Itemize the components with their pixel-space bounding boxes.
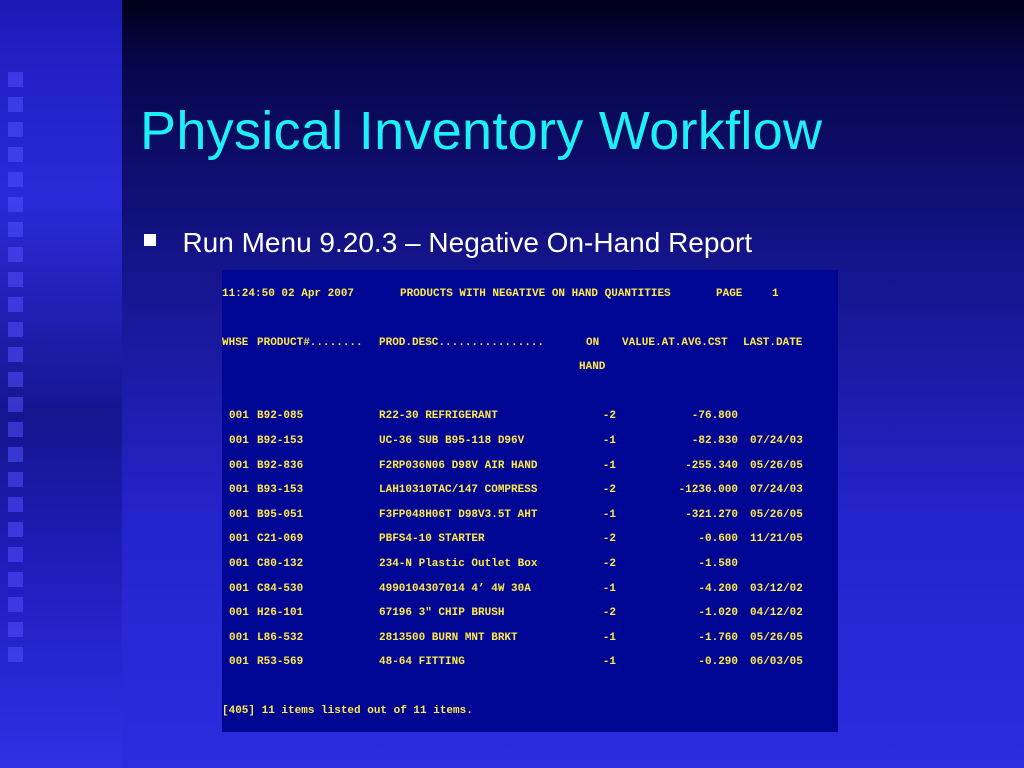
cell-value: -321.270	[685, 509, 738, 521]
cell-value: -1236.000	[678, 484, 738, 496]
cell-whse: 001	[229, 435, 249, 447]
cell-product: B95-051	[257, 509, 304, 521]
col-value: VALUE.AT.AVG.CST	[622, 337, 728, 349]
cell-value: -0.290	[698, 656, 738, 668]
cell-desc: 48-64 FITTING	[379, 656, 465, 668]
cell-product: C80-132	[257, 558, 304, 570]
cell-desc: 4990104307014 4’ 4W 30A	[379, 583, 531, 595]
cell-product: B92-085	[257, 410, 304, 422]
cell-value: -0.600	[698, 533, 738, 545]
cell-whse: 001	[229, 509, 249, 521]
cell-value: -76.800	[691, 410, 738, 422]
cell-qty: -1	[602, 632, 616, 644]
page-label: PAGE	[716, 288, 743, 300]
cell-desc: LAH10310TAC/147 COMPRESS	[379, 484, 538, 496]
cell-qty: -2	[602, 558, 616, 570]
report-timestamp: 11:24:50 02 Apr 2007	[222, 288, 355, 300]
cell-product: C84-530	[257, 583, 304, 595]
decorative-squares	[8, 72, 28, 672]
cell-product: L86-532	[257, 632, 304, 644]
cell-whse: 001	[229, 558, 249, 570]
cell-product: C21-069	[257, 533, 304, 545]
cell-value: -1.020	[698, 607, 738, 619]
col-on: ON	[586, 337, 600, 349]
cell-date: 04/12/02	[750, 607, 803, 619]
cell-whse: 001	[229, 607, 249, 619]
cell-desc: 234-N Plastic Outlet Box	[379, 558, 538, 570]
cell-product: B93-153	[257, 484, 304, 496]
cell-date: 05/26/05	[750, 460, 803, 472]
cell-date: 05/26/05	[750, 632, 803, 644]
page-number: 1	[772, 288, 779, 300]
cell-whse: 001	[229, 656, 249, 668]
col-hand: HAND	[579, 361, 606, 373]
cell-whse: 001	[229, 533, 249, 545]
cell-desc: F3FP048H06T D98V3.5T AHT	[379, 509, 538, 521]
cell-whse: 001	[229, 632, 249, 644]
cell-date: 03/12/02	[750, 583, 803, 595]
cell-desc: F2RP036N06 D98V AIR HAND	[379, 460, 538, 472]
cell-date: 07/24/03	[750, 484, 803, 496]
col-desc: PROD.DESC................	[379, 337, 545, 349]
table-row	[222, 655, 838, 732]
column-headers-line2	[222, 360, 838, 402]
cell-qty: -2	[602, 484, 616, 496]
report-title: PRODUCTS WITH NEGATIVE ON HAND QUANTITIES	[400, 288, 671, 300]
cell-whse: 001	[229, 484, 249, 496]
col-product: PRODUCT#........	[257, 337, 363, 349]
cell-qty: -1	[602, 435, 616, 447]
cell-value: -1.580	[698, 558, 738, 570]
cell-date: 06/03/05	[750, 656, 803, 668]
cell-qty: -1	[602, 656, 616, 668]
cell-desc: 2813500 BURN MNT BRKT	[379, 632, 518, 644]
col-date: LAST.DATE	[743, 337, 803, 349]
cell-desc: 67196 3" CHIP BRUSH	[379, 607, 505, 619]
bullet-item	[144, 227, 752, 259]
cell-qty: -1	[602, 583, 616, 595]
cell-value: -82.830	[691, 435, 738, 447]
cell-desc: UC-36 SUB B95-118 D96V	[379, 435, 525, 447]
left-decorative-strip	[0, 0, 122, 768]
slide-title: Physical Inventory Workflow	[140, 101, 823, 161]
cell-date: 07/24/03	[750, 435, 803, 447]
cell-desc: R22-30 REFRIGERANT	[379, 410, 498, 422]
bullet-square-icon	[144, 234, 156, 246]
cell-whse: 001	[229, 460, 249, 472]
cell-value: -1.760	[698, 632, 738, 644]
bullet-text: Run Menu 9.20.3 – Negative On-Hand Report	[182, 227, 753, 258]
cell-qty: -2	[602, 607, 616, 619]
cell-whse: 001	[229, 583, 249, 595]
report-footer: [405] 11 items listed out of 11 items.	[222, 705, 473, 717]
cell-qty: -2	[602, 533, 616, 545]
cell-value: -255.340	[685, 460, 738, 472]
cell-product: R53-569	[257, 656, 304, 668]
cell-qty: -1	[602, 460, 616, 472]
cell-qty: -2	[602, 410, 616, 422]
cell-product: B92-836	[257, 460, 304, 472]
col-whse: WHSE	[222, 337, 249, 349]
cell-qty: -1	[602, 509, 616, 521]
cell-date: 11/21/05	[750, 533, 803, 545]
cell-product: H26-101	[257, 607, 304, 619]
terminal-screenshot	[222, 270, 838, 732]
cell-value: -4.200	[698, 583, 738, 595]
cell-product: B92-153	[257, 435, 304, 447]
cell-desc: PBFS4-10 STARTER	[379, 533, 485, 545]
cell-date: 05/26/05	[750, 509, 803, 521]
cell-whse: 001	[229, 410, 249, 422]
